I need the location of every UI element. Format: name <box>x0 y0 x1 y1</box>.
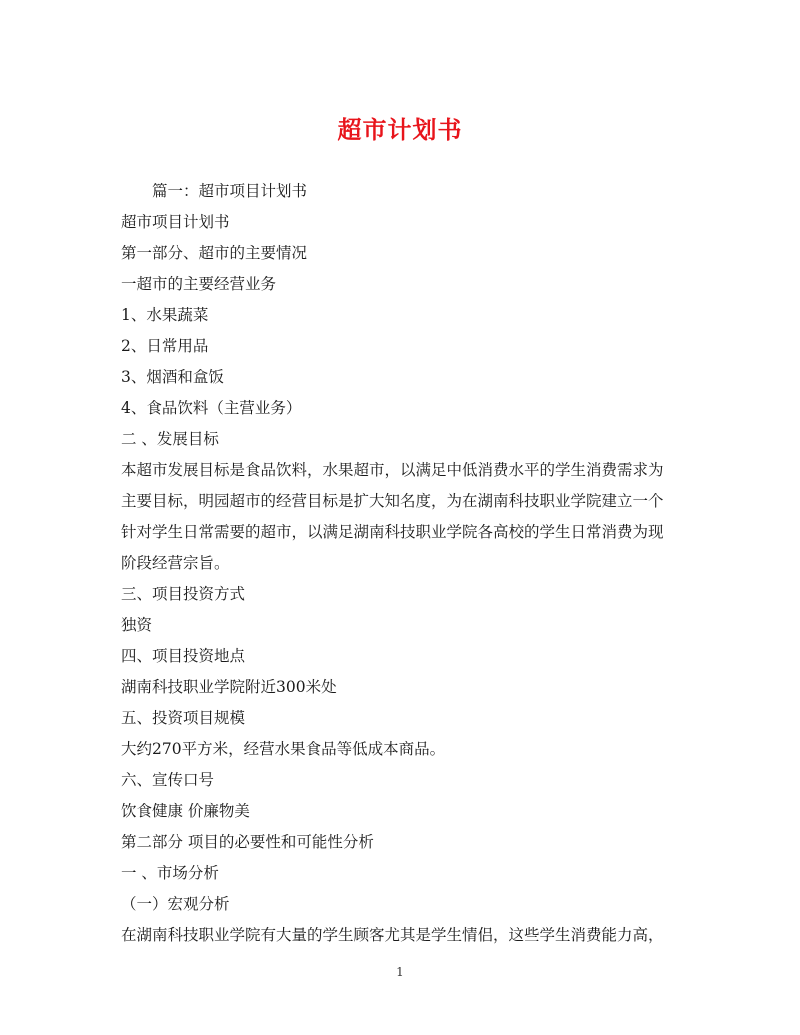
body-line: 阶段经营宗旨。 <box>121 554 230 572</box>
body-line: 一超市的主要经营业务 <box>121 275 277 293</box>
document-title: 超市计划书 <box>337 115 463 144</box>
body-line: 3、烟酒和盒饭 <box>121 368 224 386</box>
body-line: 1、水果蔬菜 <box>121 306 209 324</box>
document-body <box>121 176 681 951</box>
body-line: 针对学生日常需要的超市，以满足湖南科技职业学院各高校的学生日常消费为现 <box>121 523 664 541</box>
page-number: 1 <box>396 965 404 979</box>
body-line: 本超市发展目标是食品饮料，水果超市，以满足中低消费水平的学生消费需求为 <box>121 461 664 479</box>
body-line: 湖南科技职业学院附近300米处 <box>121 678 337 696</box>
body-line: 五、投资项目规模 <box>121 709 246 727</box>
body-line: 2、日常用品 <box>121 337 209 355</box>
body-line: 二 、发展目标 <box>121 430 219 448</box>
body-line: 六、宣传口号 <box>121 771 215 789</box>
body-line: 大约270平方米，经营水果食品等低成本商品。 <box>121 740 446 758</box>
body-line: 4、食品饮料（主营业务） <box>121 399 302 417</box>
body-line: 超市项目计划书 <box>121 213 230 231</box>
body-line: 在湖南科技职业学院有大量的学生顾客尤其是学生情侣，这些学生消费能力高， <box>121 926 664 944</box>
body-line: 主要目标，明园超市的经营目标是扩大知名度，为在湖南科技职业学院建立一个 <box>121 492 664 510</box>
body-line: 第一部分、超市的主要情况 <box>121 244 308 262</box>
body-line: 饮食健康 价廉物美 <box>121 802 250 820</box>
body-line: （一）宏观分析 <box>121 895 230 913</box>
body-line-section-heading: 篇一：超市项目计划书 <box>152 182 308 200</box>
body-line: 独资 <box>121 616 153 634</box>
body-line: 四、项目投资地点 <box>121 647 246 665</box>
body-line: 第二部分 项目的必要性和可能性分析 <box>121 833 374 851</box>
body-line: 三、项目投资方式 <box>121 585 246 603</box>
body-line: 一 、市场分析 <box>121 864 219 882</box>
